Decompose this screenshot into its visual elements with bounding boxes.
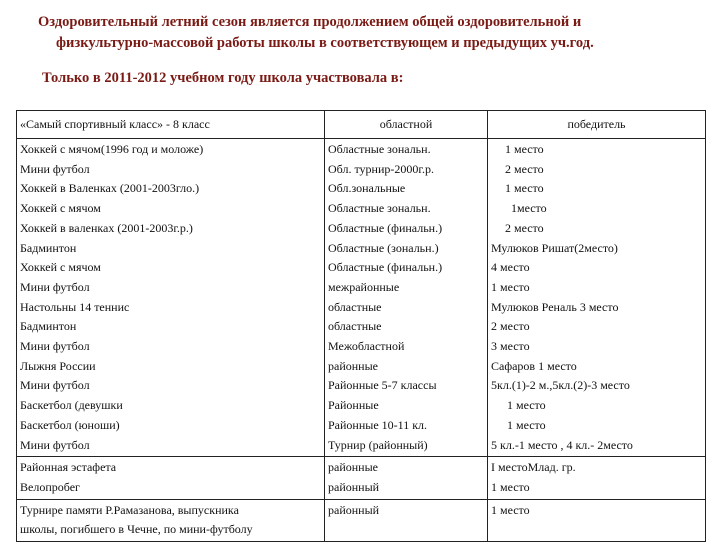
level-item: областные	[328, 299, 382, 314]
event-item: Хоккей с мячом	[20, 260, 101, 275]
result-item: 5 кл.-1 место , 4 кл.- 2место	[491, 437, 633, 452]
level-item: Районные	[328, 398, 379, 413]
levels-cell	[325, 457, 488, 499]
event-item: Районная эстафета	[20, 460, 117, 475]
level-item: Обл.зональные	[328, 181, 406, 196]
header-result: победитель	[488, 111, 706, 139]
level-item: Районные 10-11 кл.	[328, 417, 428, 432]
result-item: Мулюков Реналь 3 место	[491, 299, 619, 314]
result-item: 1 место	[491, 279, 530, 294]
level-item: Областные зональн.	[328, 201, 431, 216]
result-item: 1место	[511, 201, 547, 216]
header-level: областной	[325, 111, 488, 139]
level-item: районный	[328, 502, 380, 517]
event-item: Настольны 14 теннис	[20, 299, 130, 314]
event-item: Турнире памяти Р.Рамазанова, выпускника	[20, 502, 239, 517]
level-item: районные	[328, 358, 378, 373]
event-item: Хоккей в валенках (2001-2003г.р.)	[20, 220, 193, 235]
level-item: Межобластной	[328, 339, 405, 354]
header-event: «Самый спортивный класс» - 8 класс	[17, 111, 325, 139]
events-cell	[17, 457, 325, 499]
level-item: Турнир (районный)	[328, 437, 428, 452]
event-item: школы, погибшего в Чечне, по мини-футболу	[20, 522, 253, 537]
intro-line-1: Оздоровительный летний сезон является продолжением общей оздоровительной и	[38, 14, 582, 30]
event-item: Баскетбол (юноши)	[20, 417, 120, 432]
event-item: Мини футбол	[20, 437, 90, 452]
level-item: районный	[328, 479, 380, 494]
result-item: 4 место	[491, 260, 530, 275]
results-cell	[488, 457, 706, 499]
event-item: Мини футбол	[20, 279, 90, 294]
result-item: Мулюков Ришат(2место)	[491, 240, 618, 255]
event-item: Баскетбол (девушки	[20, 398, 123, 413]
event-item: Велопробег	[20, 479, 80, 494]
event-item: Хоккей с мячом	[20, 201, 101, 216]
level-item: районные	[328, 460, 378, 475]
result-item: 2 место	[505, 161, 544, 176]
level-item: Областные (зональн.)	[328, 240, 439, 255]
event-item: Лыжня России	[20, 358, 96, 373]
table-row	[17, 499, 706, 541]
event-item: Бадминтон	[20, 240, 77, 255]
event-item: Бадминтон	[20, 319, 77, 334]
event-item: Мини футбол	[20, 161, 90, 176]
level-item: Обл. турнир-2000г.р.	[328, 161, 434, 176]
table-header-row	[17, 111, 706, 139]
result-item: 1 место	[491, 502, 530, 517]
result-item: I местоМлад. гр.	[491, 460, 576, 475]
level-item: межрайонные	[328, 279, 400, 294]
result-item: 5кл.(1)-2 м.,5кл.(2)-3 место	[491, 378, 630, 393]
table-row	[17, 457, 706, 499]
level-item: Районные 5-7 классы	[328, 378, 437, 393]
result-item: Сафаров 1 место	[491, 358, 577, 373]
intro-paragraph	[38, 12, 708, 54]
result-item: 1 место	[505, 181, 544, 196]
level-item: Областные (финальн.)	[328, 260, 443, 275]
event-item: Хоккей с мячом(1996 год и моложе)	[20, 142, 204, 156]
levels-cell	[325, 139, 488, 457]
lead-heading: Только в 2011-2012 учебном году школа участвовала в:	[42, 70, 404, 86]
table-row	[17, 139, 706, 457]
result-item: 1 место	[507, 417, 546, 432]
result-item: 2 место	[505, 220, 544, 235]
level-item: областные	[328, 319, 382, 334]
level-item: Областные зональн.	[328, 142, 431, 156]
result-item: 3 место	[491, 339, 530, 354]
results-cell	[488, 139, 706, 457]
result-item: 1 место	[491, 479, 530, 494]
events-cell	[17, 499, 325, 541]
intro-line-2: физкультурно-массовой работы школы в соответствующем и предыдущих уч.год.	[56, 35, 594, 51]
result-item: 1 место	[507, 398, 546, 413]
event-item: Мини футбол	[20, 378, 90, 393]
level-item: Областные (финальн.)	[328, 220, 443, 235]
event-item: Мини футбол	[20, 339, 90, 354]
result-item: 1 место	[505, 142, 544, 156]
result-item: 2 место	[491, 319, 530, 334]
levels-cell	[325, 499, 488, 541]
results-cell	[488, 499, 706, 541]
event-item: Хоккей в Валенках (2001-2003гло.)	[20, 181, 200, 196]
events-cell	[17, 139, 325, 457]
results-table	[16, 110, 706, 542]
